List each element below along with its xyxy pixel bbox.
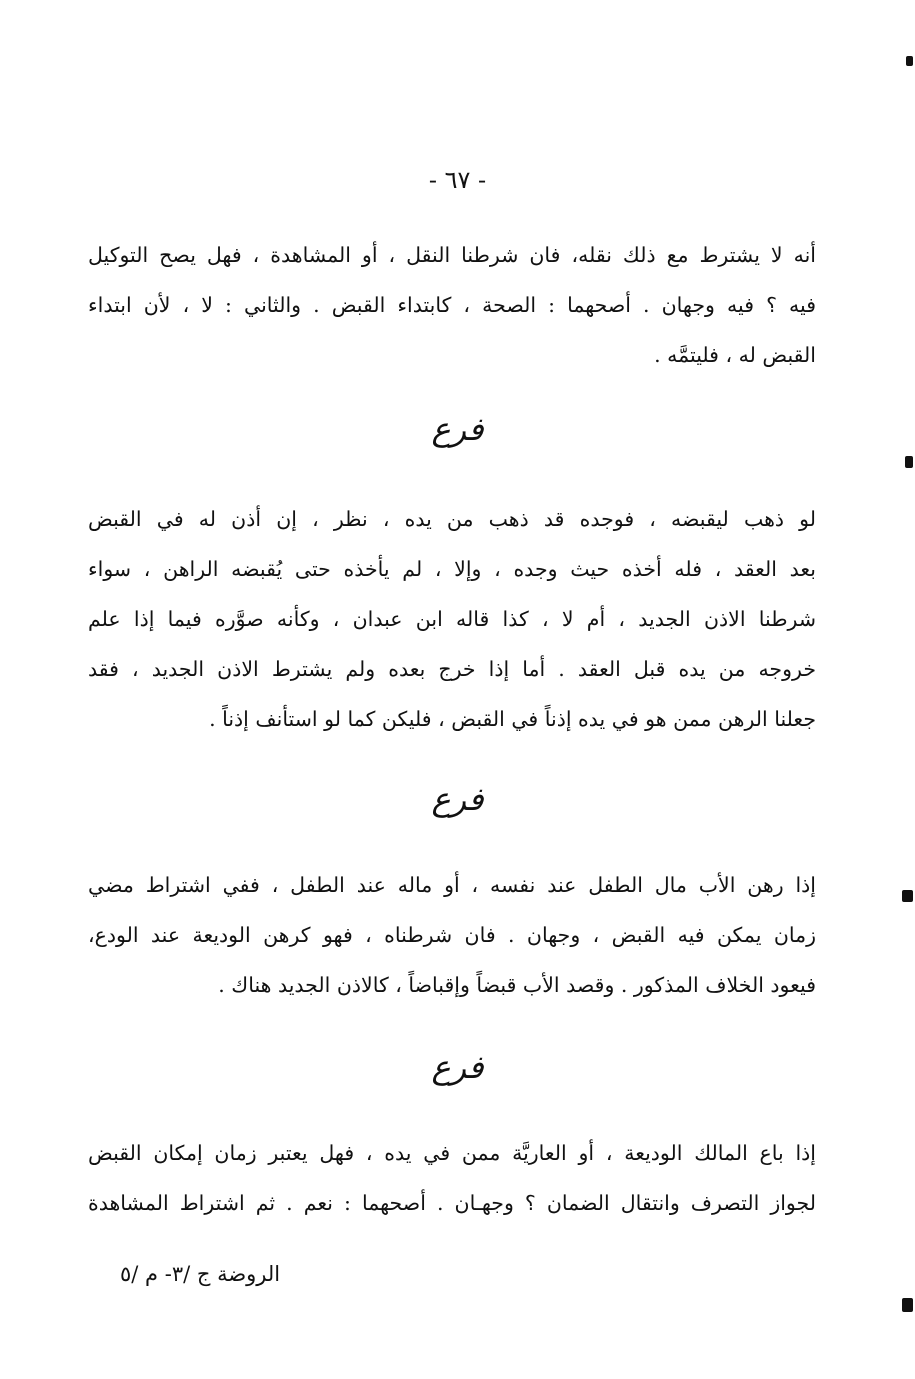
section-paragraph (88, 860, 816, 1010)
scan-edge-mark (902, 890, 913, 902)
section-heading: فرع (431, 1048, 484, 1086)
text-line: إذا باع المالك الوديعة ، أو العاريَّة ممن في يده ، فهل يعتبر زمان إمكان القبض (88, 1141, 816, 1165)
text-line: لجواز التصرف وانتقال الضمان ؟ وجهـان . أصحهما : نعم . ثم اشتراط المشاهدة (88, 1191, 816, 1215)
section-paragraph (88, 494, 816, 744)
text-line: خروجه من يده قبل العقد . أما إذا خرج بعده ولم يشترط الاذن الجديد ، فقد (88, 657, 816, 681)
text-line: بعد العقد ، فله أخذه حيث وجده ، وإلا ، لم يأخذه حتى يُقبضه الراهن ، سواء (88, 557, 816, 581)
paragraph-continuation (88, 230, 816, 380)
page-number: - ٦٧ - (428, 166, 487, 194)
text-line: فيه ؟ فيه وجهان . أصحهما : الصحة ، كابتداء القبض . والثاني : لا ، لأن ابتداء (88, 293, 816, 317)
footer-signature: الروضة ج /٣- م /٥ (120, 1262, 281, 1286)
section-paragraph (88, 1128, 816, 1228)
text-line: جعلنا الرهن ممن هو في يده إذناً في القبض ، فليكن كما لو استأنف إذناً . (209, 707, 816, 731)
section-heading: فرع (431, 410, 484, 448)
text-line: إذا رهن الأب مال الطفل عند نفسه ، أو ماله عند الطفل ، ففي اشتراط مضي (88, 873, 816, 897)
scan-edge-mark (905, 456, 913, 468)
text-line: أنه لا يشترط مع ذلك نقله، فان شرطنا النقل ، أو المشاهدة ، فهل يصح التوكيل (88, 243, 816, 267)
text-line: لو ذهب ليقبضه ، فوجده قد ذهب من يده ، نظر ، إن أذن له في القبض (88, 507, 816, 531)
scan-edge-mark (906, 56, 913, 66)
text-line: القبض له ، فليتمَّه . (654, 343, 816, 367)
scan-edge-mark (902, 1298, 913, 1312)
text-line: زمان يمكن فيه القبض ، وجهان . فان شرطناه ، فهو كرهن الوديعة عند الودع، (88, 923, 816, 947)
section-heading: فرع (431, 780, 484, 818)
text-line: فيعود الخلاف المذكور . وقصد الأب قبضاً وإقباضاً ، كالاذن الجديد هناك . (218, 973, 816, 997)
text-line: شرطنا الاذن الجديد ، أم لا ، كذا قاله ابن عبدان ، وكأنه صوَّره فيما إذا علم (88, 607, 816, 631)
